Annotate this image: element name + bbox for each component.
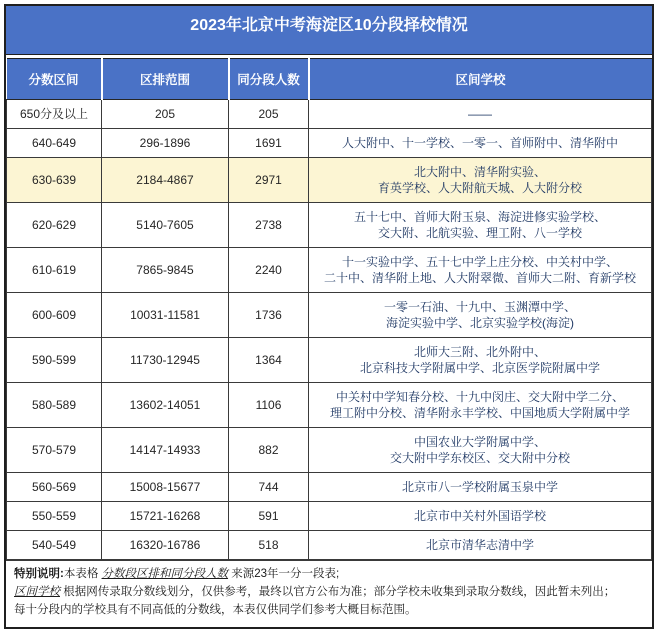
- score-range-cell: 620-629: [7, 203, 102, 248]
- schools-cell: [309, 383, 652, 428]
- school-line: 育英学校、人大附航天城、人大附分校: [377, 181, 582, 195]
- table-row: [7, 100, 652, 129]
- school-line: 北京市清华志清中学: [425, 538, 534, 552]
- district-rank-cell: 15008-15677: [102, 473, 229, 502]
- school-line: 北大附中、清华附实验、: [413, 165, 546, 179]
- table-body: [7, 100, 652, 560]
- count-cell: 591: [229, 502, 309, 531]
- footnote-text: 来源23年一分一段表;: [228, 568, 340, 580]
- school-line: 二十中、清华附上地、人大附翠微、首师大二附、育新学校: [323, 271, 636, 285]
- school-line: 中国农业大学附属中学、: [413, 435, 546, 449]
- header-row: [7, 59, 652, 100]
- table-row: [7, 428, 652, 473]
- count-cell: 1736: [229, 293, 309, 338]
- table-card: [4, 4, 654, 629]
- score-segment-table: [6, 58, 652, 560]
- school-line: 中关村中学知春分校、十九中闵庄、交大附中学二分、: [335, 390, 624, 404]
- school-line: 一零一石油、十九中、玉渊潭中学、: [383, 300, 576, 314]
- table-header: [7, 59, 652, 100]
- table-row: [7, 338, 652, 383]
- schools-cell: [309, 428, 652, 473]
- header-district-rank: 区排范围: [102, 59, 229, 100]
- header-segment-schools: 区间学校: [309, 59, 652, 100]
- table-row: [7, 293, 652, 338]
- district-rank-cell: 205: [102, 100, 229, 129]
- count-cell: 2738: [229, 203, 309, 248]
- school-line: 北京科技大学附属中学、北京医学院附属中学: [359, 361, 600, 375]
- district-rank-cell: 10031-11581: [102, 293, 229, 338]
- score-range-cell: 640-649: [7, 129, 102, 158]
- table-row: [7, 158, 652, 203]
- school-line: 五十七中、首师大附玉泉、海淀进修实验学校、: [353, 210, 606, 224]
- score-range-cell: 580-589: [7, 383, 102, 428]
- count-cell: 2971: [229, 158, 309, 203]
- count-cell: 1364: [229, 338, 309, 383]
- footnote-text: 本表格: [63, 568, 102, 580]
- header-segment-count: 同分段人数: [229, 59, 309, 100]
- school-line: 交大附中学东校区、交大附中分校: [389, 451, 570, 465]
- district-rank-cell: 16320-16786: [102, 531, 229, 560]
- school-line: 北京市中关村外国语学校: [413, 509, 546, 523]
- table-row: [7, 531, 652, 560]
- footnote-emphasis: 区间学校: [14, 586, 60, 598]
- table-row: [7, 129, 652, 158]
- district-rank-cell: 296-1896: [102, 129, 229, 158]
- count-cell: 518: [229, 531, 309, 560]
- count-cell: 882: [229, 428, 309, 473]
- score-range-cell: 650分及以上: [7, 100, 102, 129]
- schools-cell: [309, 100, 652, 129]
- score-range-cell: 600-609: [7, 293, 102, 338]
- school-line: 北京市八一学校附属玉泉中学: [401, 480, 558, 494]
- footnote-line-1: [14, 566, 644, 583]
- schools-cell: [309, 502, 652, 531]
- page-title: 2023年北京中考海淀区10分段择校情况: [6, 6, 652, 55]
- count-cell: 744: [229, 473, 309, 502]
- footnote: [6, 560, 652, 627]
- score-range-cell: 540-549: [7, 531, 102, 560]
- score-range-cell: 630-639: [7, 158, 102, 203]
- table-row: [7, 502, 652, 531]
- score-range-cell: 560-569: [7, 473, 102, 502]
- schools-cell: [309, 473, 652, 502]
- district-rank-cell: 13602-14051: [102, 383, 229, 428]
- count-cell: 1691: [229, 129, 309, 158]
- district-rank-cell: 14147-14933: [102, 428, 229, 473]
- footnote-emphasis: 分数段区排和同分段人数: [101, 568, 229, 580]
- schools-cell: [309, 293, 652, 338]
- district-rank-cell: 2184-4867: [102, 158, 229, 203]
- schools-cell: [309, 531, 652, 560]
- school-line: 理工附中分校、清华附永丰学校、中国地质大学附属中学: [329, 406, 630, 420]
- footnote-line-2: [14, 584, 644, 601]
- score-range-cell: 610-619: [7, 248, 102, 293]
- table-row: [7, 248, 652, 293]
- schools-cell: [309, 248, 652, 293]
- district-rank-cell: 7865-9845: [102, 248, 229, 293]
- table-row: [7, 203, 652, 248]
- score-range-cell: 570-579: [7, 428, 102, 473]
- table-row: [7, 383, 652, 428]
- school-line: 十一实验中学、五十七中学上庄分校、中关村中学、: [341, 255, 618, 269]
- school-line: 海淀实验中学、北京实验学校(海淀): [386, 316, 574, 330]
- schools-cell: [309, 129, 652, 158]
- school-line: 人大附中、十一学校、一零一、首师附中、清华附中: [341, 136, 618, 150]
- district-rank-cell: 15721-16268: [102, 502, 229, 531]
- schools-cell: [309, 158, 652, 203]
- score-range-cell: 590-599: [7, 338, 102, 383]
- school-line: ——: [468, 107, 492, 121]
- table-row: [7, 473, 652, 502]
- count-cell: 2240: [229, 248, 309, 293]
- footnote-label: 特别说明:: [14, 568, 64, 580]
- footnote-line-3: 每十分段内的学校具有不同高低的分数线，本表仅供同学们参考大概目标范围。: [14, 604, 417, 616]
- district-rank-cell: 5140-7605: [102, 203, 229, 248]
- district-rank-cell: 11730-12945: [102, 338, 229, 383]
- schools-cell: [309, 338, 652, 383]
- footnote-text: 根据网传录取分数线划分，仅供参考，最终以官方公布为准；部分学校未收集到录取分数线，因此暂未列出；: [60, 586, 616, 598]
- school-line: 北师大三附、北外附中、: [413, 345, 546, 359]
- schools-cell: [309, 203, 652, 248]
- score-range-cell: 550-559: [7, 502, 102, 531]
- school-line: 交大附、北航实验、理工附、八一学校: [377, 226, 582, 240]
- count-cell: 1106: [229, 383, 309, 428]
- count-cell: 205: [229, 100, 309, 129]
- header-score-range: 分数区间: [7, 59, 102, 100]
